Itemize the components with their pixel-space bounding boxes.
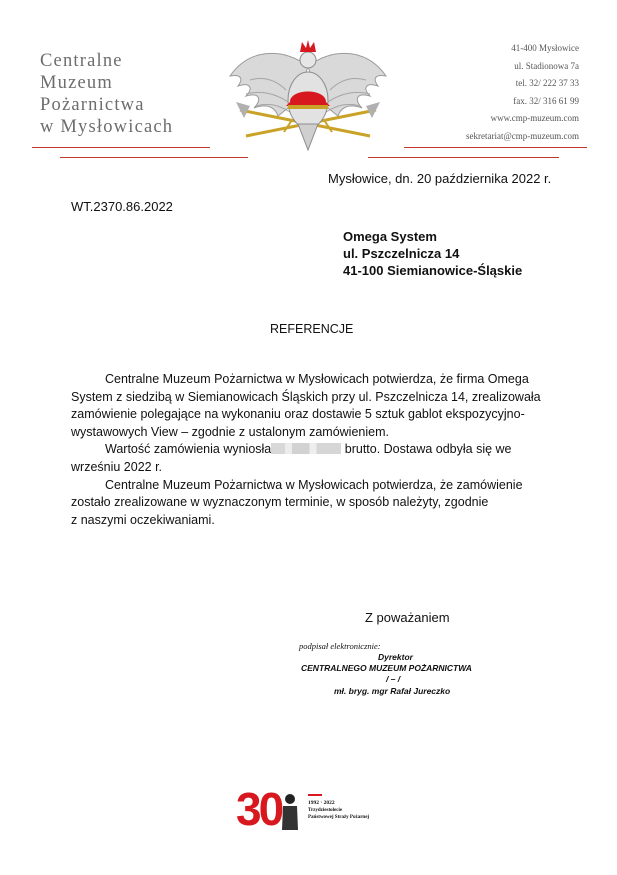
signature-mark: / – / <box>386 674 401 684</box>
firefighter-silhouette-icon <box>280 792 300 832</box>
anniversary-text-1: Trzydziestolecie <box>308 808 343 813</box>
logo-red-bar <box>308 794 322 796</box>
anniversary-years: 1992 · 2022 <box>308 800 335 806</box>
recipient-city: 41-100 Siemianowice-Śląskie <box>343 263 523 278</box>
redacted-amount <box>271 443 341 454</box>
body-line: zamówienie polegające na wykonaniu oraz dostawie 5 sztuk gablot ekspozycyjno- <box>71 407 525 422</box>
recipient-name: Omega System <box>343 229 437 244</box>
signature-title: Dyrektor <box>378 652 413 662</box>
body-line: wrześniu 2022 r. <box>71 459 163 474</box>
header-rule-right-lower <box>368 157 559 158</box>
contact-block <box>466 40 579 146</box>
contact-fax: fax. 32/ 316 61 99 <box>513 95 579 106</box>
header-rule-right-upper <box>404 147 587 148</box>
contact-street: ul. Stadionowa 7a <box>514 60 579 71</box>
header-rule-left-upper <box>32 147 210 148</box>
contact-website: www.cmp-muzeum.com <box>490 113 579 124</box>
value-text-after: brutto. Dostawa odbyła się we <box>344 442 512 457</box>
body-line: z naszymi oczekiwaniami. <box>71 512 215 527</box>
body-line: Centralne Muzeum Pożarnictwa w Mysłowicach potwierdza, że firma Omega <box>105 372 529 386</box>
body-line: zostało zrealizowane w wyznaczonym terminie, w sposób należyty, zgodnie <box>71 495 489 510</box>
contact-phone: tel. 32/ 222 37 33 <box>515 78 579 89</box>
contact-address: 41-400 Mysłowice <box>511 43 579 53</box>
value-text-before: Wartość zamówienia wyniosła <box>105 442 272 457</box>
museum-name <box>40 50 173 138</box>
signature-name: mł. bryg. mgr Rafał Jureczko <box>334 686 451 696</box>
header-rule-left-lower <box>60 157 248 158</box>
fire-service-eagle-emblem-icon <box>220 36 396 154</box>
anniversary-text-2: Państwowej Straży Pożarnej <box>308 815 370 820</box>
anniversary-logo <box>236 783 370 838</box>
signature-institution: CENTRALNEGO MUZEUM POŻARNICTWA <box>301 663 472 673</box>
recipient-block <box>343 228 522 279</box>
body-line-value <box>71 441 541 459</box>
reference-number: WT.2370.86.2022 <box>71 199 173 214</box>
body-line: Centralne Muzeum Pożarnictwa w Mysłowicach potwierdza, że zamówienie <box>105 477 523 492</box>
museum-name-line: w Mysłowicach <box>40 117 174 137</box>
letter-subject: REFERENCJE <box>270 322 354 336</box>
contact-email: sekretariat@cmp-muzeum.com <box>466 130 579 141</box>
closing-phrase: Z poważaniem <box>365 610 450 625</box>
letter-body <box>71 371 541 529</box>
body-line: wystawowych View – zgodnie z ustalonym zamówieniem. <box>71 424 389 439</box>
museum-name-line: Muzeum <box>40 73 113 93</box>
signature-label: podpisał elektronicznie: <box>299 641 381 651</box>
place-date: Mysłowice, dn. 20 października 2022 r. <box>328 171 552 186</box>
museum-name-line: Centralne <box>40 51 123 71</box>
body-line: System z siedzibą w Siemianowicach Śląskich przy ul. Pszczelnicza 14, zrealizowała <box>71 389 541 404</box>
anniversary-number: 30 <box>236 783 282 835</box>
recipient-street: ul. Pszczelnicza 14 <box>343 246 460 261</box>
museum-name-line: Pożarnictwa <box>40 95 145 115</box>
